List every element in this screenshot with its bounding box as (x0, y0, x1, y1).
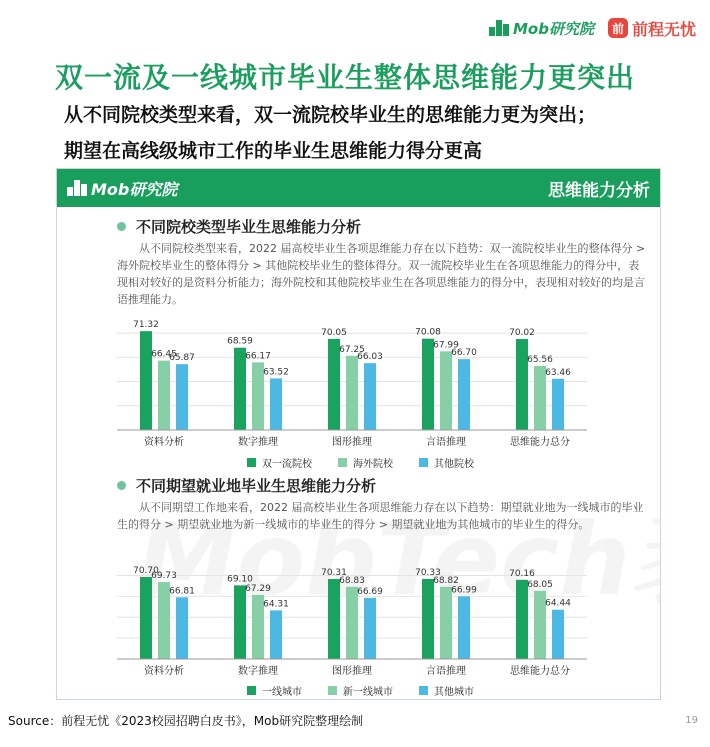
data-label: 70.31 (321, 568, 347, 579)
bar (422, 339, 434, 430)
mob-logo-text: Mob研究院 (513, 19, 594, 38)
data-label: 70.16 (509, 568, 535, 579)
category-label: 数字推理 (238, 437, 278, 448)
data-label: 66.45 (151, 349, 177, 360)
bar (346, 587, 358, 659)
legend-swatch (419, 686, 428, 695)
mob-logo-icon (489, 20, 509, 36)
data-label: 64.44 (545, 598, 571, 609)
bar (552, 379, 564, 430)
legend-item (338, 455, 393, 470)
data-label: 66.17 (245, 351, 271, 362)
data-label: 66.69 (357, 586, 383, 597)
data-label: 63.52 (263, 367, 289, 378)
data-label: 66.99 (451, 585, 477, 596)
legend-swatch (247, 686, 256, 695)
legend-label: 其他院校 (434, 459, 474, 470)
section2-heading-text: 不同期望就业地毕业生思维能力分析 (136, 477, 377, 495)
data-label: 67.25 (339, 344, 365, 355)
legend-label: 一线城市 (262, 687, 302, 698)
qc-logo-text: 前程无忧 (631, 19, 696, 39)
data-label: 66.70 (451, 348, 477, 359)
category-label: 言语推理 (426, 666, 466, 677)
subtitle-line-1: 从不同院校类型来看，双一流院校毕业生的思维能力更为突出； (64, 104, 597, 126)
legend-item (247, 683, 302, 698)
bullet-dot (117, 481, 126, 490)
bar (458, 596, 470, 659)
legend-swatch (419, 458, 428, 467)
data-label: 68.59 (227, 336, 253, 347)
data-label: 68.05 (527, 579, 553, 590)
legend-item (328, 683, 393, 698)
data-label: 66.81 (169, 586, 195, 597)
data-label: 70.05 (321, 327, 347, 338)
legend-swatch (338, 458, 347, 467)
bar (516, 580, 528, 659)
bullet-dot (117, 222, 126, 231)
panel-title: 思维能力分析 (548, 180, 650, 201)
bar (140, 331, 152, 430)
data-label: 70.33 (415, 567, 441, 578)
legend-label: 双一流院校 (262, 459, 312, 470)
mob-logo (489, 18, 594, 39)
bar (328, 579, 340, 659)
panel-logo (67, 177, 177, 200)
legend-item (419, 455, 474, 470)
legend-item (247, 455, 312, 470)
data-label: 69.10 (227, 574, 253, 585)
data-label: 64.31 (263, 599, 289, 610)
bar (440, 351, 452, 430)
bar (158, 361, 170, 430)
legend-label: 其他城市 (434, 687, 474, 698)
legend-job-location (247, 683, 474, 698)
category-label: 图形推理 (332, 666, 372, 677)
legend-swatch (247, 458, 256, 467)
subtitle-line-2: 期望在高线级城市工作的毕业生思维能力得分更高 (64, 140, 483, 162)
bar (440, 587, 452, 659)
bar (458, 359, 470, 430)
data-label: 65.87 (169, 353, 195, 364)
data-label: 65.56 (527, 355, 553, 366)
bar (516, 339, 528, 430)
bar (346, 356, 358, 430)
panel-logo-icon (67, 180, 87, 196)
legend-label: 新一线城市 (343, 687, 393, 698)
top-logos (489, 14, 696, 42)
source-note: Source：前程无忧《2023校园招聘白皮书》，Mob研究院整理绘制 (8, 714, 364, 728)
section2-text: 从不同期望工作地来看，2022 届高校毕业生各项思维能力存在以下趋势：期望就业地为一线城市的毕业生的得分 > 期望就业地为新一线城市的毕业生的得分 > 期望就业地为其他城市的毕业生的得分。 (117, 501, 644, 531)
category-label: 言语推理 (426, 437, 466, 448)
chart-job-location (117, 551, 587, 677)
category-label: 资料分析 (144, 666, 184, 677)
data-label: 70.02 (509, 328, 535, 339)
bar (270, 378, 282, 430)
data-label: 63.46 (545, 367, 571, 378)
category-label: 数字推理 (238, 666, 278, 677)
bar (176, 364, 188, 430)
section1-heading (117, 216, 361, 237)
category-label: 思维能力总分 (510, 437, 570, 448)
data-label: 70.08 (415, 327, 441, 338)
data-label: 66.03 (357, 352, 383, 363)
bar (270, 610, 282, 659)
section1-text: 从不同院校类型来看，2022 届高校毕业生各项思维能力存在以下趋势：双一流院校毕业生的整体得分 > 海外院校毕业生的整体得分 > 其他院校毕业生的整体得分。双一流院校毕业生在各项思维能力的得分中，表现相对较好的是资料分析能力；海外院校和其他院校毕业生在各项思维能力的得分中，表现相对较好的均是言语推理能力。 (117, 242, 646, 306)
bar (364, 598, 376, 659)
bar (176, 597, 188, 659)
page-number: 19 (685, 715, 698, 726)
bar (364, 363, 376, 430)
qc-logo (608, 17, 696, 40)
section1-heading-text: 不同院校类型毕业生思维能力分析 (136, 218, 362, 236)
bar (422, 579, 434, 659)
legend-item (419, 683, 474, 698)
bar (140, 577, 152, 659)
legend-label: 海外院校 (353, 459, 393, 470)
data-label: 71.32 (133, 320, 159, 331)
category-label: 思维能力总分 (510, 666, 570, 677)
analysis-panel (56, 168, 661, 700)
panel-header (57, 169, 660, 207)
page-title: 双一流及一线城市毕业生整体思维能力更突出 (55, 61, 636, 94)
category-label: 资料分析 (144, 437, 184, 448)
panel-logo-text: Mob研究院 (91, 179, 178, 199)
data-label: 70.70 (133, 566, 159, 577)
bar (552, 610, 564, 659)
legend-swatch (328, 686, 337, 695)
qc-logo-icon: 前 (608, 18, 628, 38)
data-label: 67.29 (245, 583, 271, 594)
chart-school-type (117, 307, 587, 449)
data-label: 68.83 (339, 575, 365, 586)
data-label: 67.99 (433, 340, 459, 351)
data-label: 68.82 (433, 575, 459, 586)
legend-school-type (247, 455, 474, 470)
data-label: 69.73 (151, 571, 177, 582)
bar (234, 585, 246, 659)
section2-heading (117, 475, 376, 496)
category-label: 图形推理 (332, 437, 372, 448)
